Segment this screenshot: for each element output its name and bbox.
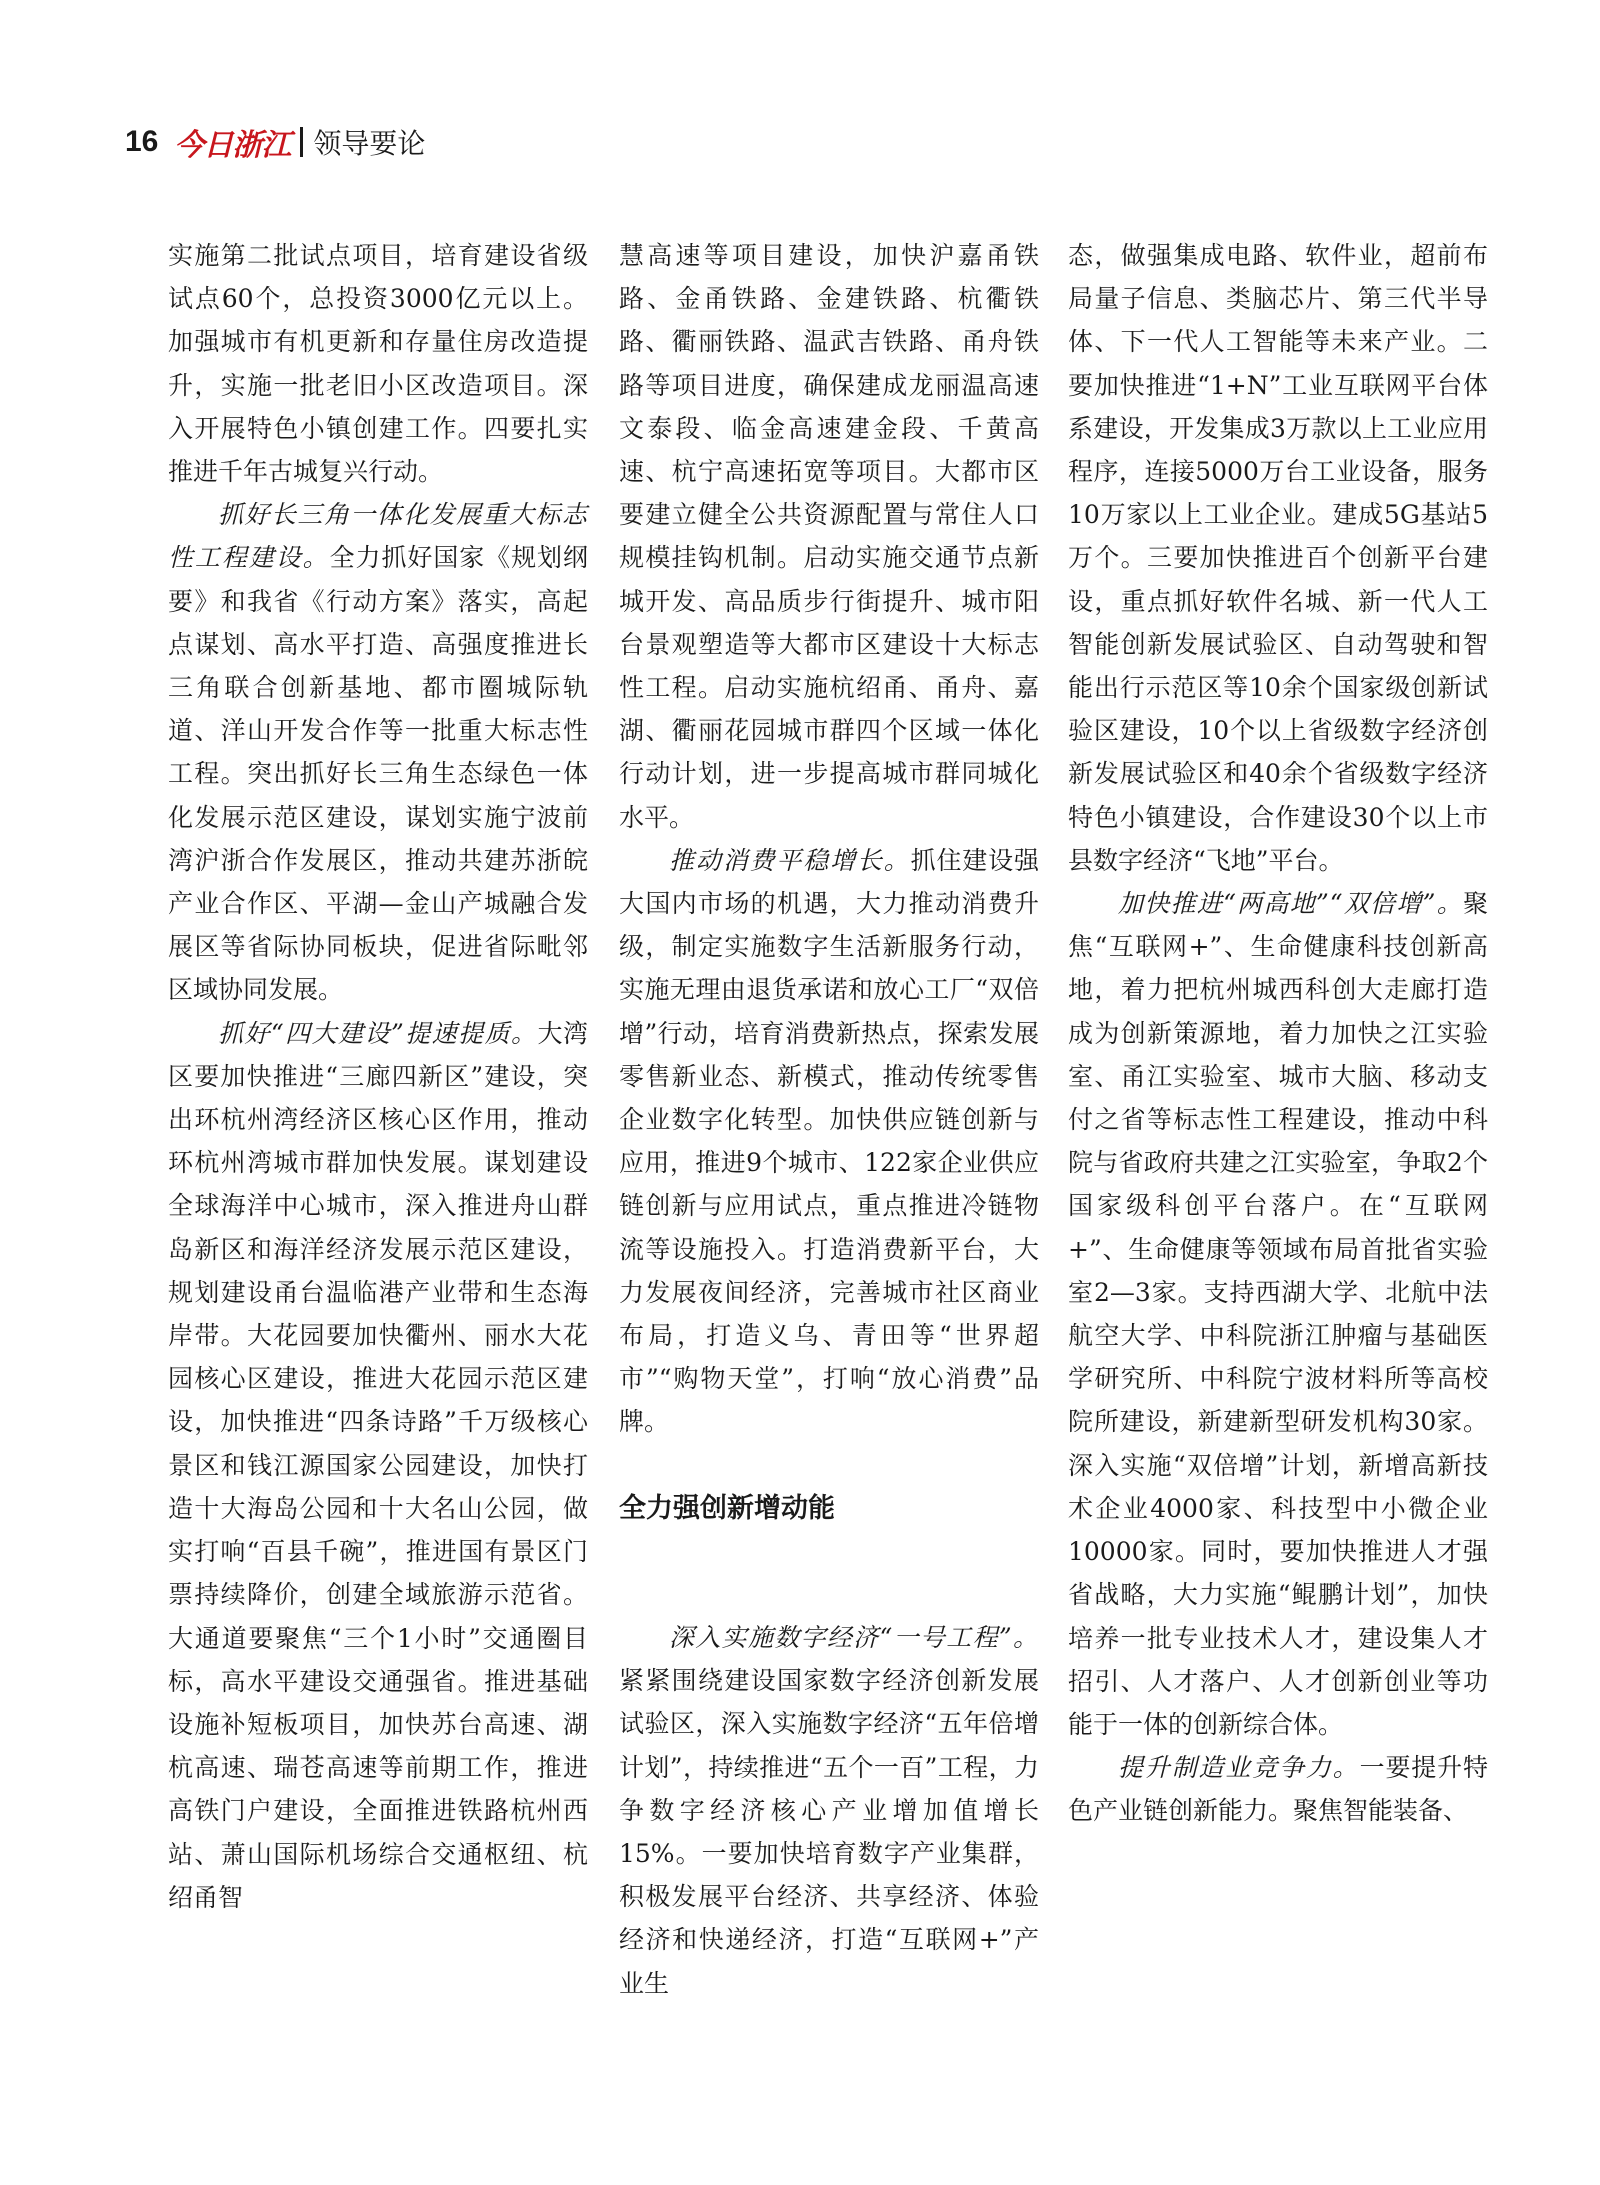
text-column-1 xyxy=(168,234,588,1919)
paragraph-body: 抓住建设强大国内市场的机遇，大力推动消费升级，制定实施数字生活新服务行动，实施无理由退货承诺和放心工厂“双倍增”行动，培育消费新热点，探索发展零售新业态、新模式，推动传统零售企业数字化转型。加快供应链创新与应用，推进9个城市、122家企业供应链创新与应用试点，重点推进冷链物流等设施投入。打造消费新平台，大力发展夜间经济，完善城市社区商业布局，打造义乌、青田等“世界超市”“购物天堂”，打响“放心消费”品牌。 xyxy=(619,845,1039,1437)
page-number: 16 xyxy=(125,125,159,158)
paragraph xyxy=(619,839,1039,1444)
paragraph-lead: 推动消费平稳增长。 xyxy=(669,845,911,875)
paragraph xyxy=(1068,1746,1488,1832)
paragraph-body: 聚焦“互联网+”、生命健康科技创新高地，着力把杭州城西科创大走廊打造成为创新策源地，着力加快之江实验室、甬江实验室、城市大脑、移动支付之省等标志性工程建设，推动中科院与省政府共建之江实验室，争取2个国家级科创平台落户。在“互联网+”、生命健康等领域布局首批省实验室2—3家。支持西湖大学、北航中法航空大学、中科院浙江肿瘤与基础医学研究所、中科院宁波材料所等高校院所建设，新建新型研发机构30家。深入实施“双倍增”计划，新增高新技术企业4000家、科技型中小微企业10000家。同时，要加快推进人才强省战略，大力实施“鲲鹏计划”，加快培养一批专业技术人才，建设集人才招引、人才落户、人才创新创业等功能于一体的创新综合体。 xyxy=(1068,889,1488,1739)
paragraph: 实施第二批试点项目，培育建设省级试点60个，总投资3000亿元以上。加强城市有机更新和存量住房改造提升，实施一批老旧小区改造项目。深入开展特色小镇创建工作。四要扎实推进千年古城复兴行动。 xyxy=(168,241,588,487)
paragraph: 态，做强集成电路、软件业，超前布局量子信息、类脑芯片、第三代半导体、下一代人工智能等未来产业。二要加快推进“1+N”工业互联网平台体系建设，开发集成3万款以上工业应用程序，连接5000万台工业设备，服务10万家以上工业企业。建成5G基站5万个。三要加快推进百个创新平台建设，重点抓好软件名城、新一代人工智能创新发展试验区、自动驾驶和智能出行示范区等10余个国家级创新试验区建设，10个以上省级数字经济创新发展试验区和40余个省级数字经济特色小镇建设，合作建设30个以上市县数字经济“飞地”平台。 xyxy=(1068,241,1488,875)
paragraph-lead: 抓好“四大建设”提速提质。 xyxy=(218,1018,538,1048)
section-title: 领导要论 xyxy=(313,127,426,160)
paragraph xyxy=(1068,882,1488,1746)
paragraph-lead: 加快推进“两高地”“双倍增”。 xyxy=(1118,889,1463,919)
paragraph xyxy=(619,1616,1039,2005)
paragraph xyxy=(168,493,588,1011)
paragraph: 慧高速等项目建设，加快沪嘉甬铁路、金甬铁路、金建铁路、杭衢铁路、衢丽铁路、温武吉铁路、甬舟铁路等项目进度，确保建成龙丽温高速文泰段、临金高速建金段、千黄高速、杭宁高速拓宽等项目。大都市区要建立健全公共资源配置与常住人口规模挂钩机制。启动实施交通节点新城开发、高品质步行街提升、城市阳台景观塑造等大都市区建设十大标志性工程。启动实施杭绍甬、甬舟、嘉湖、衢丽花园城市群四个区域一体化行动计划，进一步提高城市群同城化水平。 xyxy=(619,241,1039,832)
paragraph-body: 大湾区要加快推进“三廊四新区”建设，突出环杭州湾经济区核心区作用，推动环杭州湾城市群加快发展。谋划建设全球海洋中心城市，深入推进舟山群岛新区和海洋经济发展示范区建设，规划建设甬台温临港产业带和生态海岸带。大花园要加快衢州、丽水大花园核心区建设，推进大花园示范区建设，加快推进“四条诗路”千万级核心景区和钱江源国家公园建设，加快打造十大海岛公园和十大名山公园，做实打响“百县千碗”，推进国有景区门票持续降价，创建全域旅游示范省。大通道要聚焦“三个1小时”交通圈目标，高水平建设交通强省。推进基础设施补短板项目，加快苏台高速、湖杭高速、瑞苍高速等前期工作，推进高铁门户建设，全面推进铁路杭州西站、萧山国际机场综合交通枢纽、杭绍甬智 xyxy=(168,1018,588,1912)
text-column-3 xyxy=(1068,234,1488,1833)
paragraph-lead: 提升制造业竞争力。 xyxy=(1118,1753,1360,1783)
text-column-2 xyxy=(619,234,1039,2005)
paragraph xyxy=(168,1012,588,1919)
page-header xyxy=(125,118,425,166)
header-divider xyxy=(300,127,303,157)
paragraph-body: 全力抓好国家《规划纲要》和我省《行动方案》落实，高起点谋划、高水平打造、高强度推进长三角联合创新基地、都市圈城际轨道、洋山开发合作等一批重大标志性工程。突出抓好长三角生态绿色一体化发展示范区建设，谋划实施宁波前湾沪浙合作发展区，推动共建苏浙皖产业合作区、平湖—金山产城融合发展区等省际协同板块，促进省际毗邻区域协同发展。 xyxy=(168,543,588,1005)
paragraph-body: 一要提升特色产业链创新能力。聚焦智能装备、 xyxy=(1068,1753,1488,1826)
paragraph-lead: 抓好长三角一体化发展重大标志性工程建设。 xyxy=(168,500,588,573)
section-heading: 全力强创新增动能 xyxy=(619,1492,835,1524)
magazine-logo: 今日浙江 xyxy=(174,128,291,163)
paragraph-lead: 深入实施数字经济“一号工程”。 xyxy=(669,1622,1039,1652)
paragraph-body: 紧紧围绕建设国家数字经济创新发展试验区，深入实施数字经济“五年倍增计划”，持续推进“五个一百”工程，力争数字经济核心产业增加值增长15%。一要加快培育数字产业集群，积极发展平台经济、共享经济、体验经济和快递经济，打造“互联网+”产业生 xyxy=(619,1666,1039,1998)
